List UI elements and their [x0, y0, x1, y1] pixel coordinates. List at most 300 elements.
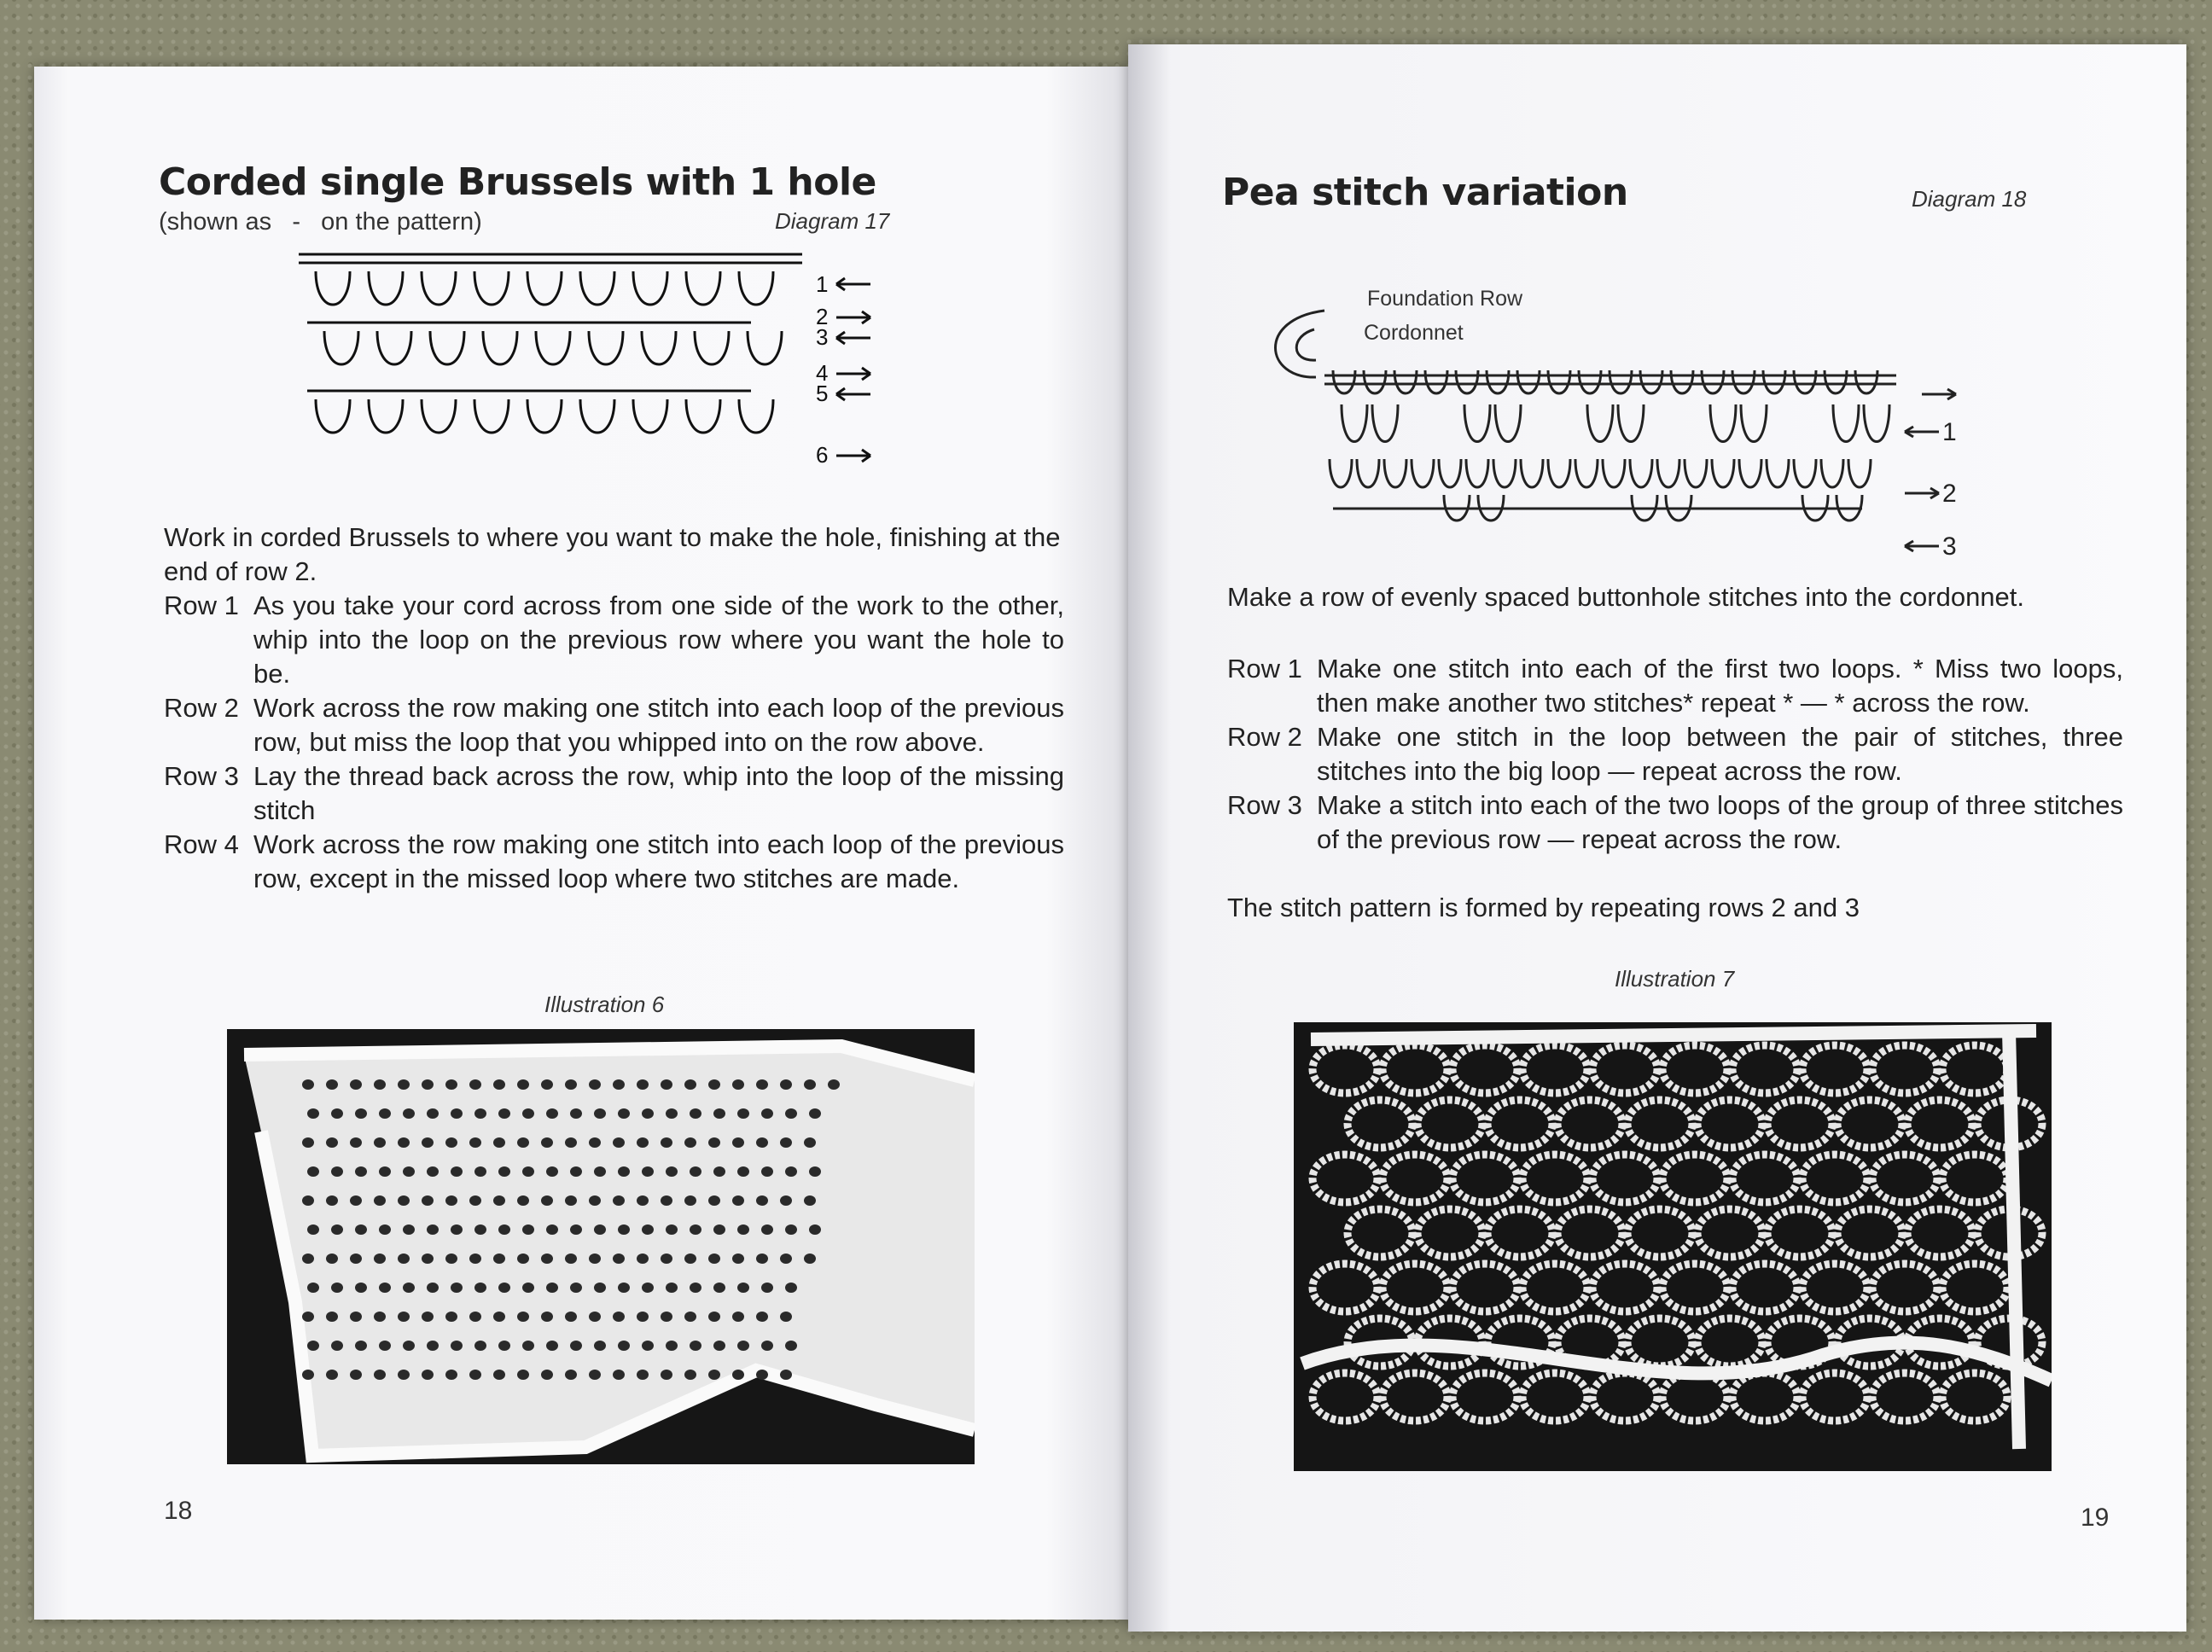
stitch-loop — [1548, 459, 1570, 487]
mesh-hole — [307, 1283, 319, 1293]
mesh-hole — [661, 1079, 672, 1090]
mesh-hole — [350, 1254, 362, 1264]
page-title: Corded single Brussels with 1 hole — [159, 160, 876, 204]
mesh-hole — [804, 1195, 816, 1206]
mesh-hole — [398, 1137, 410, 1148]
mesh-hole — [374, 1370, 386, 1380]
cordonnet-curve — [1296, 329, 1316, 360]
mesh-hole — [451, 1341, 463, 1351]
mesh-hole — [517, 1195, 529, 1206]
intro-text: Work in corded Brussels to where you want to make the hole, finishing at the end of row 2. — [164, 522, 1061, 586]
stitch-loop — [369, 399, 403, 433]
mesh-hole — [422, 1254, 434, 1264]
mesh-hole — [307, 1108, 319, 1119]
illustration-6-photo — [227, 1029, 975, 1464]
row-text: Make a stitch into each of the two loops of the group of three stitches of the previous row — repeat across the row. — [1317, 790, 2123, 854]
mesh-hole — [589, 1195, 601, 1206]
stitch-loop — [1394, 370, 1417, 393]
mesh-hole — [522, 1283, 534, 1293]
mesh-hole — [326, 1254, 338, 1264]
mesh-hole — [565, 1312, 577, 1322]
stitch-loop — [633, 271, 667, 305]
mesh-hole — [737, 1224, 749, 1235]
mesh-hole — [398, 1079, 410, 1090]
stitch-loop — [1702, 370, 1724, 393]
mesh-hole — [713, 1166, 725, 1177]
mesh-hole — [474, 1108, 486, 1119]
arrow-right-icon — [1905, 488, 1939, 498]
mesh-hole — [546, 1341, 558, 1351]
mesh-hole — [350, 1195, 362, 1206]
mesh-hole — [541, 1370, 553, 1380]
diagram-17 — [290, 246, 956, 493]
mesh-hole — [427, 1341, 439, 1351]
stitch-loop — [1372, 404, 1398, 442]
stitch-loop — [536, 331, 570, 364]
mesh-hole — [684, 1254, 696, 1264]
stitch-loop — [633, 399, 667, 433]
right-page — [1128, 44, 2186, 1632]
mesh-hole — [570, 1224, 582, 1235]
mesh-hole — [331, 1224, 343, 1235]
row-text: Lay the thread back across the row, whip into the loop of the missing stitch — [253, 761, 1064, 825]
mesh-hole — [541, 1137, 553, 1148]
mesh-hole — [445, 1195, 457, 1206]
stitch-loop — [1603, 459, 1625, 487]
stitch-loop — [1425, 370, 1447, 393]
stitch-loop — [1495, 404, 1521, 442]
left-page — [34, 67, 1135, 1620]
mesh-hole — [326, 1312, 338, 1322]
mesh-hole — [326, 1370, 338, 1380]
mesh-hole — [708, 1137, 720, 1148]
stitch-loop — [1833, 404, 1859, 442]
mesh-hole — [474, 1166, 486, 1177]
mesh-hole — [594, 1166, 606, 1177]
mesh-hole — [302, 1137, 314, 1148]
mesh-hole — [594, 1108, 606, 1119]
row-label: Row 1 — [1227, 654, 1302, 683]
stitch-loop — [1342, 404, 1367, 442]
row-marker-2: 2 — [1942, 480, 1957, 508]
row-marker-1: 1 — [816, 271, 829, 297]
mesh-hole — [780, 1312, 792, 1322]
stitch-loop — [430, 331, 464, 364]
stitch-loop — [1521, 459, 1543, 487]
stitch-loop — [1732, 370, 1755, 393]
page-title: Pea stitch variation — [1222, 171, 1628, 214]
row-text: Make one stitch in the loop between the pair of stitches, three stitches into the big loop — repeat across the row. — [1317, 722, 2123, 786]
row-label: Row 3 — [164, 761, 239, 791]
row-label: Row 3 — [1227, 790, 1302, 820]
mesh-hole — [469, 1370, 481, 1380]
row-marker-2: 2 — [816, 304, 829, 329]
mesh-hole — [637, 1079, 649, 1090]
arrow-left-icon — [1905, 541, 1939, 551]
stitch-loop — [580, 271, 614, 305]
mesh-hole — [589, 1254, 601, 1264]
mesh-hole — [302, 1079, 314, 1090]
mesh-hole — [498, 1283, 510, 1293]
mesh-hole — [785, 1166, 797, 1177]
stitch-loop — [1517, 370, 1540, 393]
mesh-hole — [732, 1137, 744, 1148]
stitch-loop — [1587, 404, 1613, 442]
stitch-loop — [316, 399, 350, 433]
mesh-hole — [690, 1108, 701, 1119]
mesh-hole — [469, 1254, 481, 1264]
row-text: Make one stitch into each of the first two loops. * Miss two loops, then make another two stitches* repeat * — * across the row. — [1317, 654, 2123, 718]
stitch-loop — [1464, 404, 1490, 442]
mesh-hole — [642, 1283, 654, 1293]
mesh-hole — [398, 1254, 410, 1264]
row-instruction — [164, 828, 1064, 896]
mesh-hole — [398, 1312, 410, 1322]
mesh-hole — [570, 1283, 582, 1293]
mesh-hole — [828, 1079, 840, 1090]
mesh-hole — [307, 1166, 319, 1177]
stitch-loop — [695, 331, 729, 364]
stitch-loop — [422, 271, 456, 305]
mesh-hole — [780, 1137, 792, 1148]
page-number: 19 — [2081, 1504, 2110, 1532]
stitch-loop — [1548, 370, 1570, 393]
mesh-hole — [350, 1312, 362, 1322]
mesh-hole — [713, 1341, 725, 1351]
mesh-hole — [451, 1108, 463, 1119]
mesh-hole — [326, 1079, 338, 1090]
stitch-loop — [589, 331, 623, 364]
stitch-loop — [1763, 370, 1785, 393]
row-instruction — [164, 589, 1064, 691]
mesh-hole — [785, 1224, 797, 1235]
mesh-hole — [403, 1224, 415, 1235]
mesh-hole — [374, 1137, 386, 1148]
mesh-hole — [661, 1254, 672, 1264]
mesh-hole — [422, 1312, 434, 1322]
mesh-hole — [756, 1312, 768, 1322]
mesh-hole — [637, 1312, 649, 1322]
mesh-hole — [785, 1341, 797, 1351]
mesh-hole — [785, 1283, 797, 1293]
mesh-hole — [594, 1341, 606, 1351]
mesh-hole — [642, 1341, 654, 1351]
mesh-hole — [613, 1312, 625, 1322]
mesh-hole — [637, 1137, 649, 1148]
mesh-hole — [331, 1166, 343, 1177]
row-instruction — [164, 759, 1064, 828]
mesh-hole — [546, 1166, 558, 1177]
mesh-hole — [350, 1370, 362, 1380]
mesh-hole — [804, 1079, 816, 1090]
intro-text: Make a row of evenly spaced buttonhole stitches into the cordonnet. — [1227, 582, 2025, 612]
stitch-loop — [1712, 459, 1734, 487]
row-label: Row 2 — [1227, 722, 1302, 752]
mesh-hole — [618, 1108, 630, 1119]
mesh-hole — [756, 1370, 768, 1380]
mesh-hole — [546, 1224, 558, 1235]
mesh-hole — [374, 1079, 386, 1090]
stitch-loop — [1493, 459, 1516, 487]
stitch-loop — [1487, 370, 1509, 393]
mesh-hole — [756, 1137, 768, 1148]
mesh-hole — [379, 1166, 391, 1177]
diagram-18 — [1248, 234, 2050, 575]
mesh-hole — [522, 1166, 534, 1177]
mesh-hole — [374, 1254, 386, 1264]
mesh-hole — [403, 1108, 415, 1119]
mesh-hole — [307, 1224, 319, 1235]
mesh-hole — [498, 1166, 510, 1177]
mesh-hole — [613, 1137, 625, 1148]
arrow-left-icon — [1905, 427, 1939, 437]
mesh-hole — [307, 1341, 319, 1351]
mesh-hole — [427, 1108, 439, 1119]
mesh-hole — [326, 1195, 338, 1206]
stitch-loop — [1384, 459, 1406, 487]
mesh-hole — [469, 1137, 481, 1148]
stitch-loop — [1357, 459, 1379, 487]
mesh-hole — [713, 1283, 725, 1293]
mesh-hole — [756, 1254, 768, 1264]
stitch-loop — [1610, 370, 1632, 393]
stitch-loop — [1640, 370, 1662, 393]
row-label: Row 4 — [164, 829, 239, 859]
stitch-loop — [324, 331, 358, 364]
mesh-hole — [761, 1341, 773, 1351]
mesh-hole — [469, 1312, 481, 1322]
stitch-loop — [369, 271, 403, 305]
mesh-hole — [541, 1079, 553, 1090]
mesh-hole — [684, 1370, 696, 1380]
mesh-hole — [331, 1341, 343, 1351]
mesh-hole — [403, 1166, 415, 1177]
mesh-hole — [493, 1079, 505, 1090]
foundation-row-label: Foundation Row — [1367, 287, 1523, 311]
mesh-hole — [379, 1108, 391, 1119]
row-marker-6: 6 — [816, 442, 829, 468]
mesh-hole — [522, 1341, 534, 1351]
lace-panel — [244, 1046, 975, 1456]
row-label: Row 1 — [164, 590, 239, 620]
mesh-hole — [780, 1195, 792, 1206]
mesh-hole — [589, 1370, 601, 1380]
mesh-hole — [684, 1079, 696, 1090]
instructions — [1227, 580, 2123, 925]
stitch-loops — [316, 271, 782, 433]
arrow-right-icon — [1922, 389, 1956, 399]
mesh-hole — [690, 1224, 701, 1235]
stitch-loop — [1864, 404, 1889, 442]
mesh-hole — [355, 1166, 367, 1177]
mesh-hole — [690, 1166, 701, 1177]
mesh-hole — [661, 1312, 672, 1322]
mesh-hole — [690, 1341, 701, 1351]
stitch-loop — [1657, 459, 1679, 487]
mesh-hole — [517, 1079, 529, 1090]
mesh-hole — [637, 1370, 649, 1380]
mesh-hole — [493, 1312, 505, 1322]
mesh-hole — [666, 1224, 678, 1235]
mesh-hole — [570, 1108, 582, 1119]
mesh-hole — [618, 1166, 630, 1177]
diagram-label: Diagram 18 — [1912, 186, 2027, 212]
mesh-hole — [732, 1195, 744, 1206]
stitch-loop — [1671, 370, 1693, 393]
mesh-hole — [451, 1283, 463, 1293]
mesh-hole — [517, 1137, 529, 1148]
subtitle: (shown as - on the pattern) — [159, 208, 482, 236]
mesh-hole — [355, 1224, 367, 1235]
mesh-hole — [613, 1370, 625, 1380]
mesh-hole — [422, 1137, 434, 1148]
mesh-hole — [642, 1224, 654, 1235]
mesh-hole — [493, 1370, 505, 1380]
mesh-hole — [379, 1341, 391, 1351]
stitch-loop — [1821, 459, 1843, 487]
illustration-label: Illustration 6 — [544, 992, 665, 1017]
mesh-hole — [594, 1224, 606, 1235]
mesh-hole — [708, 1195, 720, 1206]
mesh-hole — [422, 1370, 434, 1380]
arrow-left-icon — [836, 332, 870, 344]
foundation-curve — [1276, 311, 1325, 377]
row-instruction — [164, 691, 1064, 759]
summary-text: The stitch pattern is formed by repeating rows 2 and 3 — [1227, 893, 1860, 922]
mesh-hole — [618, 1283, 630, 1293]
mesh-hole — [565, 1370, 577, 1380]
mesh-hole — [785, 1108, 797, 1119]
stitch-loop — [1685, 459, 1707, 487]
stitch-loop — [527, 271, 562, 305]
mesh-hole — [666, 1108, 678, 1119]
arrow-right-icon — [836, 311, 870, 323]
mesh-hole — [398, 1370, 410, 1380]
row-text: Work across the row making one stitch into each loop of the previous row, except in the missed loop where two stitches are made. — [253, 829, 1064, 893]
stitch-loop — [1825, 370, 1847, 393]
mesh-hole — [713, 1108, 725, 1119]
arrow-left-icon — [836, 278, 870, 290]
mesh-hole — [761, 1108, 773, 1119]
mesh-hole — [594, 1283, 606, 1293]
mesh-hole — [498, 1108, 510, 1119]
mesh-hole — [517, 1312, 529, 1322]
mesh-hole — [737, 1166, 749, 1177]
mesh-hole — [331, 1283, 343, 1293]
row-marker-1: 1 — [1942, 418, 1957, 446]
mesh-hole — [684, 1195, 696, 1206]
stitch-loop — [1439, 459, 1461, 487]
stitch-loop — [1630, 459, 1652, 487]
stitch-loop — [1412, 459, 1434, 487]
mesh-hole — [422, 1079, 434, 1090]
mesh-hole — [737, 1283, 749, 1293]
stitch-loop — [1575, 459, 1598, 487]
mesh-hole — [546, 1108, 558, 1119]
stitch-loop — [1741, 404, 1767, 442]
stitch-loop — [1855, 370, 1877, 393]
mesh-hole — [374, 1195, 386, 1206]
page-number: 18 — [164, 1497, 193, 1525]
mesh-hole — [637, 1254, 649, 1264]
stitch-loop — [686, 271, 720, 305]
stitch-loop — [483, 331, 517, 364]
mesh-hole — [445, 1254, 457, 1264]
stitch-loop — [739, 271, 773, 305]
mesh-hole — [427, 1166, 439, 1177]
mesh-hole — [398, 1195, 410, 1206]
mesh-hole — [445, 1370, 457, 1380]
mesh-hole — [403, 1341, 415, 1351]
mesh-hole — [469, 1195, 481, 1206]
mesh-hole — [732, 1312, 744, 1322]
mesh-hole — [326, 1137, 338, 1148]
arrow-right-icon — [836, 368, 870, 380]
mesh-hole — [809, 1224, 821, 1235]
mesh-hole — [522, 1224, 534, 1235]
mesh-hole — [761, 1224, 773, 1235]
mesh-hole — [756, 1195, 768, 1206]
mesh-hole — [541, 1312, 553, 1322]
mesh-hole — [302, 1370, 314, 1380]
instructions — [164, 521, 1064, 896]
mesh-hole — [732, 1254, 744, 1264]
mesh-hole — [804, 1254, 816, 1264]
mesh-hole — [809, 1108, 821, 1119]
mesh-hole — [589, 1312, 601, 1322]
row-instruction — [1227, 788, 2123, 857]
mesh-hole — [708, 1370, 720, 1380]
mesh-hole — [589, 1079, 601, 1090]
mesh-hole — [780, 1254, 792, 1264]
mesh-hole — [684, 1137, 696, 1148]
row-text: Work across the row making one stitch into each loop of the previous row, but miss the loop that you whipped into on the row above. — [253, 693, 1064, 757]
mesh-hole — [302, 1254, 314, 1264]
mesh-hole — [493, 1195, 505, 1206]
mesh-hole — [570, 1166, 582, 1177]
mesh-hole — [379, 1224, 391, 1235]
mesh-hole — [493, 1254, 505, 1264]
mesh-hole — [642, 1108, 654, 1119]
mesh-hole — [613, 1195, 625, 1206]
row-marker-5: 5 — [816, 381, 829, 406]
stitch-loop — [474, 271, 509, 305]
mesh-hole — [302, 1195, 314, 1206]
mesh-hole — [737, 1108, 749, 1119]
stitch-loop — [527, 399, 562, 433]
row-marker-4: 4 — [816, 360, 829, 386]
mesh-hole — [708, 1079, 720, 1090]
mesh-hole — [589, 1137, 601, 1148]
mesh-hole — [708, 1312, 720, 1322]
mesh-hole — [422, 1195, 434, 1206]
mesh-hole — [427, 1283, 439, 1293]
mesh-hole — [517, 1254, 529, 1264]
mesh-hole — [713, 1224, 725, 1235]
mesh-hole — [379, 1283, 391, 1293]
stitch-loop — [686, 399, 720, 433]
mesh-hole — [637, 1195, 649, 1206]
mesh-hole — [498, 1341, 510, 1351]
stitch-loop — [316, 271, 350, 305]
mesh-hole — [690, 1283, 701, 1293]
mesh-hole — [355, 1108, 367, 1119]
stitch-loop — [1710, 404, 1736, 442]
mesh-hole — [403, 1283, 415, 1293]
stitch-loop — [474, 399, 509, 433]
arrow-left-icon — [836, 388, 870, 400]
cordonnet-label: Cordonnet — [1364, 321, 1464, 345]
